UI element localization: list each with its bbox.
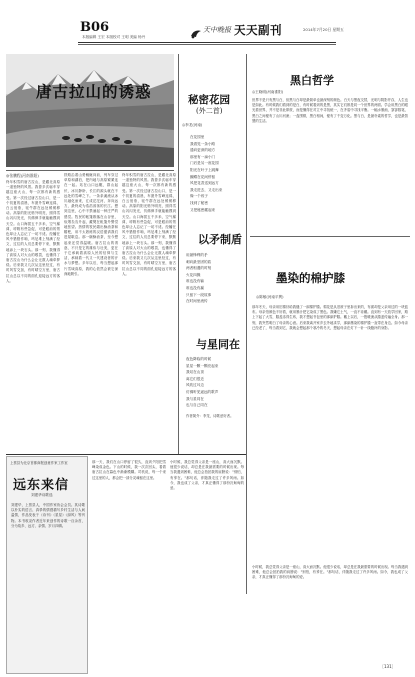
poem-title: 秘密花园 [188, 94, 230, 106]
second-right-byline: ◎陈敏(河南平舆) [256, 295, 284, 299]
poem-line: 火花四溅 [186, 272, 201, 277]
section-title: 天天副刊 [234, 23, 282, 37]
article-byline: ◎张鹏程(河南淮阳) [6, 173, 39, 178]
masthead [0, 0, 415, 44]
feature-photo [6, 54, 174, 167]
poem-line: 风把花香送到远方 [190, 181, 219, 186]
logo-icon [190, 24, 202, 35]
poem-line: 我走进去，又走出来 [190, 187, 223, 192]
poem-line: 找到了秘密 [190, 200, 208, 205]
right-section-divider [250, 236, 410, 237]
poem-line: 在花园里 [190, 135, 205, 139]
article-body-col2: 铁路沿着山势蜿蜒向前，列车穿过草原和湖泊，把内地与高原紧紧连在一起。站在山口远眺，群山起伏，冰川静卧，长江的源头就在不远处的雪峰之下。一条条溪流从冰川融化而来，汇成沱沱河，奔向远方，最终成为浩浩荡荡的长江。想到这里，心中不禁涌起一种庄严的感觉。牧民的帐篷散落在山谷里，炊烟袅袅升起，藏獒在帐篷外警觉地张望。热情的牧民端出酥油茶和糌粑，用不太熟练的汉语邀请我们进屋歇息。那一碗酥油茶，至今想起来还觉得温暖。唐古拉山的诱惑，不只是它的雄伟与壮美，更在于它承载着高原人民的信仰与生活，承载着一代又一代建设者的汗水与梦想。多年以后，每当想起那片雪域高原，我的心依然会被它深深地吸引。 [64, 173, 118, 276]
page-number: B06 [80, 20, 110, 35]
poem-line: 离它们很近 [186, 376, 204, 381]
poem-line: 也与自己同在 [186, 403, 208, 408]
page-footer-number: ［131］ [380, 664, 396, 669]
poem-line: 仿佛听见遥远的歌声 [186, 389, 219, 394]
article-body-col1: 终年积雪的唐古拉山，是藏北高原一道独特的风景。我曾多次驱车穿越这座大山，每一次都有新的感受。第一次经过唐古拉山口，是一个初夏的清晨，车窗外雪峰连绵，白云低垂，牦牛群在远处缓缓移动。高原的阳光格外明亮，照得雪山闪闪发光，仿佛伸手就能触摸到天空。山口海拔五千多米，空气稀薄，呼吸有些急促，可是眼前的景色却让人忘记了一切不适。经幡在风中猎猎作响，玛尼堆上刻满了经文，过往的人们总要停下来，默默地添上一块石头。那一刻，我懂得了高原人对大山的敬畏，也懂得了唐古拉山为什么会让无数人魂牵梦绕。后来我又几次从这里经过，有时风雪交加，有时晴空万里，唐古拉山总以不同的面孔迎接远方的客人。 [6, 180, 60, 283]
column-divider-left [178, 54, 179, 454]
poem2-lines [186, 252, 244, 305]
poem-line: 我与星同在 [186, 396, 204, 401]
ad-body: 刘建华，上蔡县人，中国作家协会会员。其诗歌以朴实的语言、真挚的情感描写乡村生活与人间温情，作品发表于《诗刊》《星星》《绿风》等刊物。本书收录作者近年来创作的诗歌一百余首，分为故乡、远方、亲情、岁月四辑。 [11, 503, 85, 528]
poem-line: 只留下一段故事 [186, 292, 212, 297]
right-article-title: 黑白哲学 [290, 74, 334, 87]
second-right-title: 墨染的棉护膝 [276, 271, 345, 285]
poem-line: 通向更深的地方 [190, 148, 216, 153]
newspaper-logo: 天中晚报 [203, 26, 231, 34]
poem-line: 星星一颗一颗亮起来 [186, 363, 219, 368]
poem3-lines [186, 356, 244, 409]
poem-line: 谁也没有输 [186, 279, 204, 284]
poem-subtitle: (外二首) [196, 107, 223, 115]
poem-author-note: 作者简介：李龙，诗歌爱好者。 [186, 414, 234, 418]
second-right-body: 那年冬天，母亲用旧棉袄给我缝了一副棉护膝。棉花是从旧被子里拆出来的，布面却是父亲用过的一块蓝布。母亲怕颜色不好看，就用墨汁把它染成了黑色。我嫌它土气，一直不肯戴。直到有一天放学回家，路上下起了大雪，膝盖冻得生疼，我才想起书包里的那副护膝。戴上以后，一股暖流从膝盖传遍全身。那一刻，我突然明白了母亲的心意。后来我离开家乡去外地求学，那副墨染的棉护膝一直带在身边。如今母亲已经老了，每当看到它，我就会想起那个寒冷的冬天，想起母亲在灯下一针一线缝补的身影。 [252, 305, 408, 330]
bottom-mid-col1: 那一天，我们在山口停留了很久，直到夕阳把雪峰染成金色。下山的时候，我一次次回头，看着唐古拉山在暮色中渐渐模糊。司机说，每一个来过这里的人，都会把一部分灵魂留在这里。 [92, 460, 166, 480]
ad-subtitle: 刘建华诗歌选 [31, 493, 53, 497]
poem-line: 像一个孩子 [190, 194, 208, 199]
poem-line: 风吹过耳边 [186, 383, 204, 388]
poem-line: 门后是另一座花园 [190, 161, 219, 166]
editors-line: 本版编辑 王宏 本版校对 王明 美编 杨丹 [82, 35, 146, 39]
poem-line: 夜色降临的时候 [186, 357, 212, 361]
poem-line: 我站在山顶 [186, 370, 204, 375]
poem3-title: 与星同在 [196, 338, 240, 351]
column-divider-right [246, 54, 247, 594]
ad-top-line: 上蔡县为北京首都商报创意作家工作室 [10, 461, 68, 465]
bottom-mid-col2: 小时候，我总觉得父亲是一座山，高大而沉默。他很少说话，却总是在我最需要的时候出现。每当我遇到困难，他总会拍拍我的肩膀说："别怕，有爹在。"那句话，伴随我走过了许多风雨。如今，我也成了父亲，才真正懂得了那份沉甸甸的爱。 [170, 460, 244, 491]
poem2-title: 以矛制盾 [198, 233, 242, 246]
poem-line: 在时间里流传 [186, 299, 208, 304]
article-body-col3: 终年积雪的唐古拉山，是藏北高原一道独特的风景。我曾多次驱车穿越这座大山，每一次都有新的感受。第一次经过唐古拉山口，是一个初夏的清晨，车窗外雪峰连绵，白云低垂，牦牛群在远处缓缓移动。高原的阳光格外明亮，照得雪山闪闪发光，仿佛伸手就能触摸到天空。山口海拔五千多米，空气稀薄，呼吸有些急促，可是眼前的景色却让人忘记了一切不适。经幡在风中猎猎作响，玛尼堆上刻满了经文，过往的人们总要停下来，默默地添上一块石头。那一刻，我懂得了高原人对大山的敬畏，也懂得了唐古拉山为什么会让无数人魂牵梦绕。后来我又几次从这里经过，有时风雪交加，有时晴空万里，唐古拉山总以不同的面孔迎接远方的客人。 [122, 173, 176, 276]
poem-line: 用最锋利的矛 [186, 253, 208, 257]
poem-line: 谁也没有赢 [186, 285, 204, 290]
poem-line: 我看见一条小路 [190, 141, 216, 146]
poem-line: 蝴蝶在花间停留 [190, 174, 216, 179]
poem-line: 阳光在叶子上跳舞 [190, 167, 219, 172]
issue-date: 2014年7月20日 星期五 [303, 27, 344, 32]
bottom-rule [6, 454, 246, 455]
poem-line: 两者相遇的时刻 [186, 266, 212, 271]
article-title: 唐古拉山的诱惑 [36, 82, 152, 101]
right-article-byline: ◎王晓明(河南淮阳) [252, 90, 284, 94]
poem-line: 刺向最坚固的盾 [186, 259, 212, 264]
right-col-tail: 小时候，我总觉得父亲是一座山，高大而沉默。他很少说话，却总是在我最需要的时候出现。每当我遇到困难，他总会拍拍我的肩膀说："别怕，有爹在。"那句话，伴随我走过了许多风雨。如今，我也成了父亲，才真正懂得了那份沉甸甸的爱。 [252, 565, 408, 580]
poem-byline: ◎李龙(河南) [182, 123, 203, 127]
right-article-body: 世界不是只有黑与白，但黑与白却是最简单也最深刻的颜色。白天与黑夜交替，光明与阴影并存，人生也是如此。有时候我们看到的是白，有时候看到的是黑，其实它们都是同一个世界的两面。学会用黑白的眼光看世界，并不是非此即彼，而是懂得在对立中寻找统一，在矛盾中寻找平衡。一幅水墨画，寥寥数笔，黑白之间便有了山川河流；一盘围棋，黑白相间，便有了千变万化。黑与白，是最朴素的哲学，也是最智慧的生活。 [252, 98, 408, 123]
poem-line: 那里有一扇小门 [190, 154, 216, 159]
masthead-rule-thin [78, 44, 336, 45]
poem-line: 又把秘密藏起来 [190, 207, 216, 212]
book-ad [6, 456, 88, 674]
ad-title: 远东来信 [13, 478, 70, 493]
poem-lines [190, 134, 244, 213]
